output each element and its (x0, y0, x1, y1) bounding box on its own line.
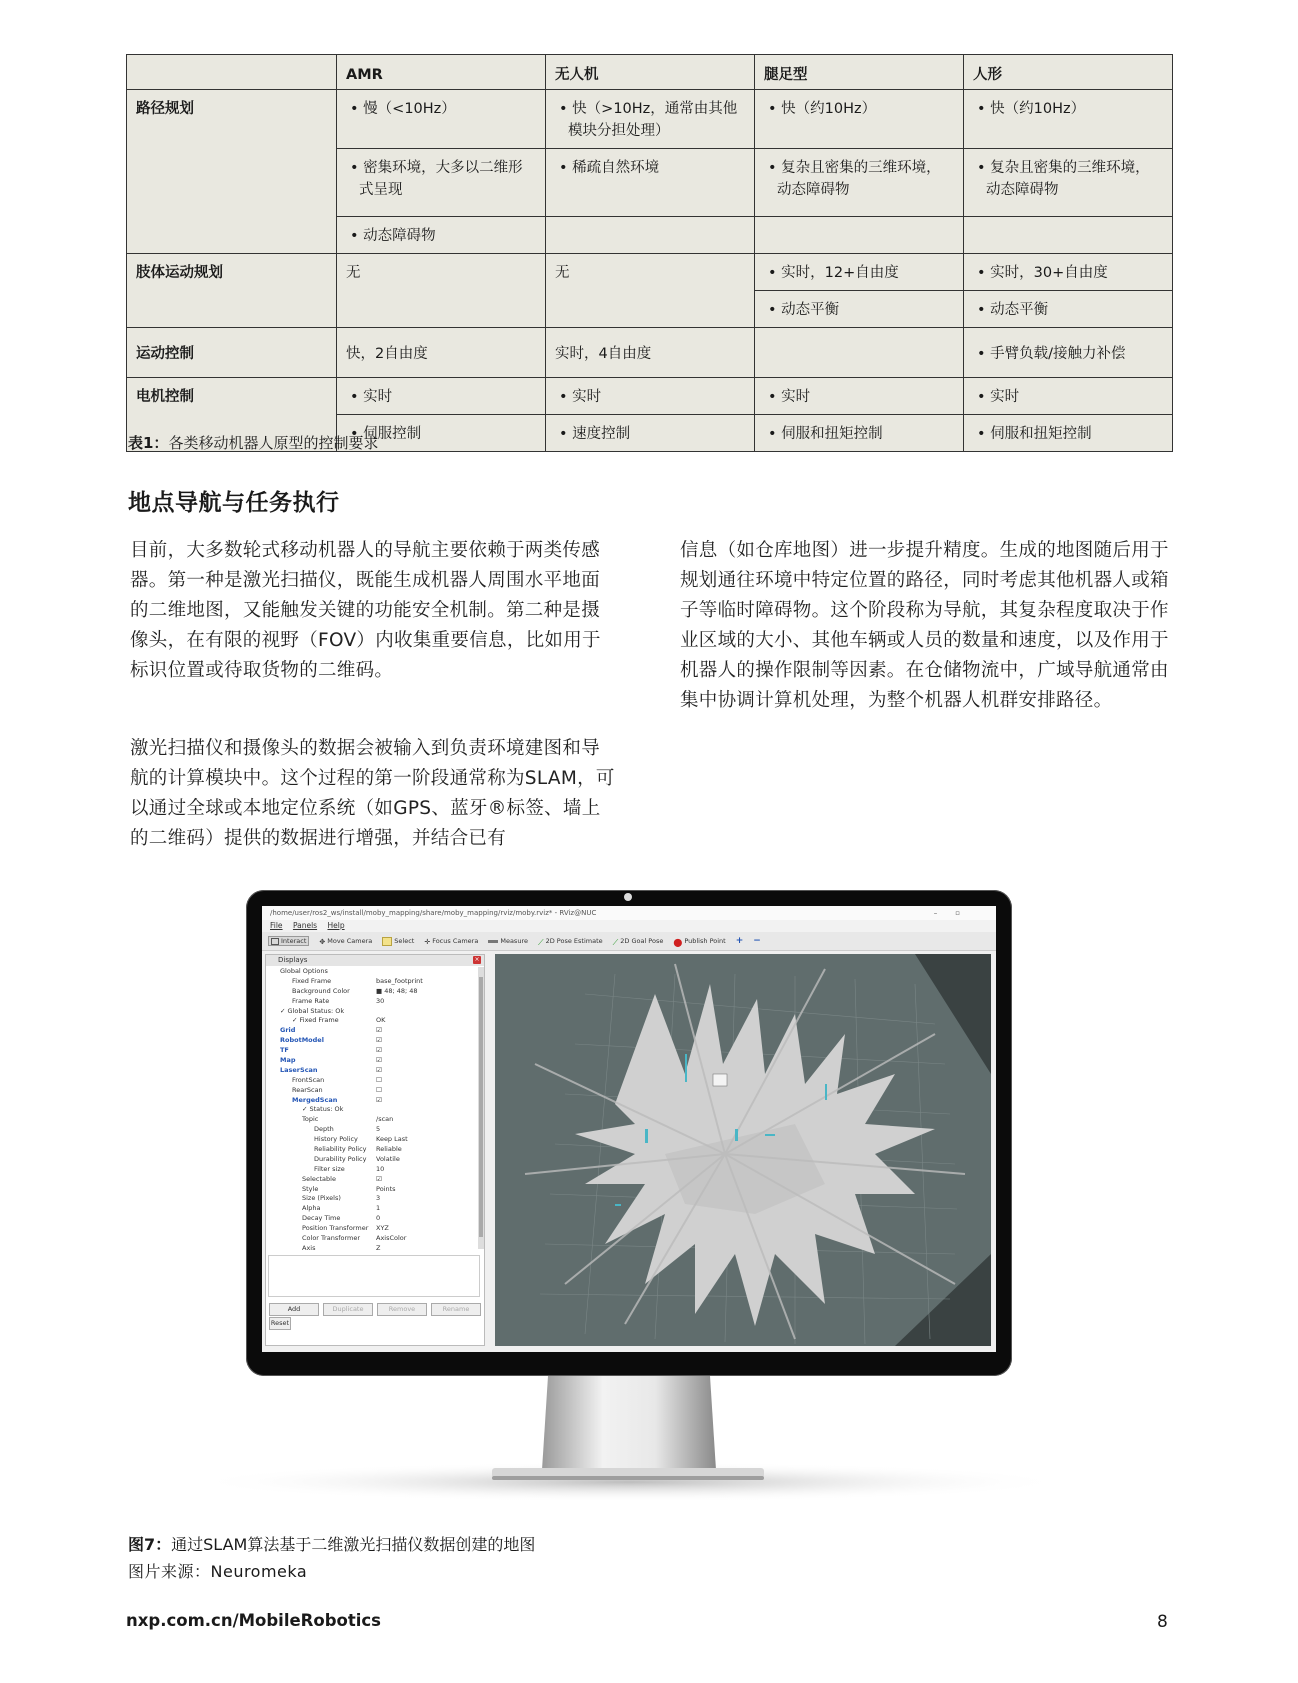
tool-interact[interactable] (268, 936, 309, 946)
header-empty (127, 55, 337, 90)
table-cell: • 复杂且密集的三维环境，动态障碍物 (964, 149, 1173, 217)
tree-row-value: 1 (376, 1204, 381, 1213)
tool-label: 2D Goal Pose (620, 937, 664, 945)
map-pin-icon: ⬤ (673, 937, 683, 947)
maximize-button[interactable]: ▫ (955, 909, 978, 917)
tree-row-value: ■ 48; 48; 48 (376, 986, 418, 995)
header-amr: AMR (337, 55, 546, 90)
tree-row-value: /scan (376, 1115, 394, 1124)
tree-row-label: Axis (302, 1243, 316, 1252)
tree-row[interactable] (266, 1125, 480, 1135)
tree-row[interactable] (266, 967, 480, 977)
webcam-icon (624, 893, 632, 901)
tool-label: Publish Point (684, 937, 726, 945)
figure-source: 图片来源：Neuromeka (128, 1562, 308, 1581)
tree-row[interactable] (266, 1155, 480, 1165)
menu-panels[interactable]: Panels (292, 921, 318, 930)
robot-marker (713, 1074, 727, 1086)
window-title: /home/user/ros2_ws/install/moby_mapping/share/moby_mapping/rviz/moby.rviz* - RViz@NUC (270, 909, 597, 917)
plus-icon: + (735, 936, 744, 946)
row-label-motor-control: 电机控制 (127, 378, 337, 452)
table-cell: • 伺服控制 (337, 415, 546, 452)
table-cell: • 动态平衡 (755, 291, 964, 328)
add-button[interactable]: Add (269, 1303, 319, 1316)
tool-label: Focus Camera (432, 937, 479, 945)
tree-row-label: ✓ Global Status: Ok (280, 1006, 345, 1015)
tree-row-value: 10 (376, 1164, 385, 1173)
tree-row-label: Selectable (302, 1174, 336, 1183)
table-row (127, 90, 1173, 149)
tree-row-value: 3 (376, 1194, 381, 1203)
tree-row-value: ☐ (376, 1075, 382, 1084)
tree-row-value: Points (376, 1184, 396, 1193)
tree-row-label: Reliability Policy (314, 1145, 367, 1154)
page-number: 8 (1157, 1612, 1168, 1632)
tree-row-label: Global Options (280, 967, 328, 975)
green-arrow-icon: ⟋ (612, 937, 619, 947)
map-viewport[interactable] (495, 954, 991, 1346)
tree-row[interactable] (266, 1016, 480, 1026)
description-box (268, 1255, 480, 1297)
tree-row[interactable] (266, 1224, 480, 1234)
menu-file[interactable]: File (270, 921, 283, 930)
tree-row-label: Color Transformer (302, 1234, 361, 1243)
figure-caption-text: 通过SLAM算法基于二维激光扫描仪数据创建的地图 (171, 1535, 536, 1554)
tree-row-value: base_footprint (376, 976, 423, 985)
footer-url[interactable]: nxp.com.cn/MobileRobotics (126, 1611, 382, 1630)
table-caption-label: 表1： (128, 434, 169, 452)
tree-row-label: Position Transformer (302, 1224, 369, 1233)
displays-header (266, 955, 484, 966)
tree-row-label: Background Color (292, 986, 350, 995)
tree-row[interactable] (266, 1105, 480, 1115)
tree-row-label: History Policy (314, 1135, 358, 1144)
tree-row-value: Reliable (376, 1145, 402, 1154)
section-title: 地点导航与任务执行 (128, 490, 340, 516)
tree-row[interactable] (266, 1036, 480, 1046)
table-cell: • 复杂且密集的三维环境，动态障碍物 (755, 149, 964, 217)
tool-label: 2D Pose Estimate (545, 937, 603, 945)
tree-row-value: OK (376, 1016, 386, 1025)
tree-row-label: Map (280, 1056, 296, 1065)
displays-scrollbar[interactable] (478, 967, 484, 1249)
tree-row-value: ☑ (376, 1036, 382, 1045)
tree-row[interactable] (266, 1234, 480, 1244)
tree-row-label: Frame Rate (292, 996, 330, 1005)
row-label-motion-control: 运动控制 (127, 328, 337, 378)
tree-row-value: XYZ (376, 1224, 389, 1233)
table-cell: • 手臂负载/接触力补偿 (964, 328, 1173, 378)
table-cell: 无 (546, 254, 755, 328)
move-icon: ✥ (319, 937, 326, 946)
displays-panel (265, 954, 485, 1346)
add-tool-button[interactable] (736, 936, 744, 946)
figure-caption (128, 1532, 535, 1555)
table-cell: • 伺服和扭矩控制 (755, 415, 964, 452)
select-icon (382, 937, 392, 946)
tree-row-label: Grid (280, 1026, 296, 1035)
duplicate-button[interactable]: Duplicate (323, 1303, 373, 1316)
tree-row-label: Decay Time (302, 1214, 341, 1223)
table-cell: • 实时，30+自由度 (964, 254, 1173, 291)
scroll-thumb[interactable] (479, 977, 483, 1237)
green-arrow-icon: ⟋ (537, 937, 544, 947)
table-caption-text: 各类移动机器人原型的控制要求 (168, 434, 379, 452)
tree-row-label: TF (280, 1046, 289, 1055)
table-cell: • 慢（<10Hz） (337, 90, 546, 149)
minus-icon: − (753, 936, 761, 946)
tree-row-label: Depth (314, 1125, 334, 1134)
tool-move-camera[interactable] (319, 937, 372, 945)
rviz-window (262, 906, 996, 1352)
tree-row-value: ☑ (376, 1174, 382, 1183)
control-requirements-table (126, 54, 1173, 452)
tree-row-label: MergedScan (292, 1095, 338, 1104)
tool-publish-point[interactable] (673, 937, 725, 945)
table-cell: • 速度控制 (546, 415, 755, 452)
map-shade (895, 1254, 991, 1346)
reset-button[interactable]: Reset (269, 1317, 291, 1330)
table-row (127, 328, 1173, 378)
paragraph-3: 信息（如仓库地图）进一步提升精度。生成的地图随后用于规划通往环境中特定位置的路径，同时考虑其他机器人或箱子等临时障碍物。这个阶段称为导航，其复杂程度取决于作业区域的大小、其他车辆或人员的数量和速度，以及作用于机器人的操作限制等因素。在仓储物流中，广域导航通常由集中协调计算机处理，为整个机器人机群安排路径。 (680, 540, 1169, 711)
table-cell (755, 217, 964, 254)
tool-2d-pose-estimate[interactable] (538, 937, 603, 945)
tree-row-label: Fixed Frame (292, 976, 332, 985)
tree-row-label: Style (302, 1184, 319, 1193)
tree-row[interactable] (266, 1026, 480, 1036)
tree-row[interactable] (266, 997, 480, 1007)
rename-button[interactable]: Rename (431, 1303, 481, 1316)
tree-row-value: ☑ (376, 1056, 382, 1065)
tree-row-label: RearScan (292, 1085, 323, 1094)
menu-help[interactable]: Help (327, 921, 345, 930)
tree-row[interactable] (266, 1204, 480, 1214)
tree-row-value: Volatile (376, 1154, 400, 1163)
tree-row-label: ✓ Fixed Frame (292, 1016, 339, 1025)
tree-row[interactable] (266, 1165, 480, 1175)
tree-row-value: ☑ (376, 1026, 382, 1035)
tool-label: Measure (500, 937, 528, 945)
paragraph-1: 目前，大多数轮式移动机器人的导航主要依赖于两类传感器。第一种是激光扫描仪，既能生成机器人周围水平地面的二维地图，又能触发关键的功能安全机制。第二种是摄像头，在有限的视野（FOV）内收集重要信息，比如用于标识位置或待取货物的二维码。 (130, 540, 601, 681)
table-cell: • 实时 (337, 378, 546, 415)
table-cell: • 快（>10Hz，通常由其他模块分担处理） (546, 90, 755, 149)
tree-row[interactable] (266, 1046, 480, 1056)
tree-row[interactable] (266, 1066, 480, 1076)
tool-label: Move Camera (327, 937, 373, 945)
tool-focus-camera[interactable] (424, 937, 478, 945)
tree-row-value: Keep Last (376, 1135, 408, 1144)
displays-tree (266, 967, 480, 1257)
paragraph-2: 激光扫描仪和摄像头的数据会被输入到负责环境建图和导航的计算模块中。这个过程的第一阶段通常称为SLAM，可以通过全球或本地定位系统（如GPS、蓝牙®标签、墙上的二维码）提供的数据进行增强，并结合已有 (130, 738, 615, 849)
table-cell (755, 328, 964, 378)
rviz-toolbar (262, 932, 996, 951)
tree-row-label: Size (Pixels) (302, 1194, 341, 1203)
menubar (262, 920, 996, 932)
table-cell: 无 (337, 254, 546, 328)
tree-row[interactable] (266, 1096, 480, 1106)
window-titlebar (262, 906, 996, 920)
table-cell: • 动态障碍物 (337, 217, 546, 254)
tree-row-value: AxisColor (376, 1234, 407, 1243)
window-controls (934, 906, 978, 920)
table-cell: • 实时 (964, 378, 1173, 415)
table-cell: • 实时，12+自由度 (755, 254, 964, 291)
tree-row[interactable] (266, 1056, 480, 1066)
slam-map (495, 954, 991, 1346)
tree-row-label: Alpha (302, 1204, 321, 1213)
tree-row[interactable] (266, 1145, 480, 1155)
tree-row[interactable] (266, 1244, 480, 1254)
table-cell: 实时，4自由度 (546, 328, 755, 378)
figure-caption-label: 图7： (128, 1535, 172, 1554)
tree-row[interactable] (266, 1185, 480, 1195)
focus-icon: ✛ (424, 937, 431, 946)
tree-row[interactable] (266, 1115, 480, 1125)
tool-2d-goal-pose[interactable] (613, 937, 664, 945)
close-icon[interactable]: × (474, 956, 480, 963)
tree-row-value: 0 (376, 1214, 381, 1223)
displays-buttons (269, 1303, 481, 1316)
tree-row-label: RobotModel (280, 1036, 324, 1045)
monitor (246, 890, 1012, 1376)
table-cell: • 快（约10Hz） (964, 90, 1173, 149)
tree-row-value: ☐ (376, 1085, 382, 1094)
tree-row[interactable] (266, 987, 480, 997)
table-cell: • 实时 (755, 378, 964, 415)
tree-row-label: LaserScan (280, 1065, 318, 1074)
minimize-button[interactable]: – (933, 909, 956, 917)
header-legged: 腿足型 (755, 55, 964, 90)
tree-row[interactable] (266, 977, 480, 987)
header-drone: 无人机 (546, 55, 755, 90)
table-cell: • 稀疏自然环境 (546, 149, 755, 217)
tree-row[interactable] (266, 1086, 480, 1096)
tree-row-label: Topic (302, 1115, 319, 1124)
tree-row[interactable] (266, 1175, 480, 1185)
table-cell: • 密集环境，大多以二维形式呈现 (337, 149, 546, 217)
tree-row-value: ☑ (376, 1095, 382, 1104)
table-cell: 快，2自由度 (337, 328, 546, 378)
tree-row[interactable] (266, 1194, 480, 1204)
header-humanoid: 人形 (964, 55, 1173, 90)
tree-row-value: Z (376, 1243, 381, 1252)
displays-title: Displays (278, 956, 308, 964)
table-cell (546, 217, 755, 254)
ruler-icon (488, 940, 498, 943)
table-cell: • 动态平衡 (964, 291, 1173, 328)
table-header-row (127, 55, 1173, 90)
tree-row-label: ✓ Status: Ok (302, 1105, 344, 1114)
table-cell: • 实时 (546, 378, 755, 415)
tree-row-label: FrontScan (292, 1075, 325, 1084)
table-row (127, 254, 1173, 291)
tree-row[interactable] (266, 1007, 480, 1017)
tree-row[interactable] (266, 1076, 480, 1086)
table-cell (964, 217, 1173, 254)
tool-measure[interactable] (488, 937, 528, 945)
tree-row-value: ☑ (376, 1065, 382, 1074)
row-label-limb-planning: 肢体运动规划 (127, 254, 337, 328)
tree-row[interactable] (266, 1135, 480, 1145)
tree-row-label: Filter size (314, 1164, 345, 1173)
tree-row[interactable] (266, 1214, 480, 1224)
table-cell: • 伺服和扭矩控制 (964, 415, 1173, 452)
occupancy-free-space (575, 984, 935, 1326)
table-caption (128, 432, 378, 453)
table-row (127, 378, 1173, 415)
table-cell: • 快（约10Hz） (755, 90, 964, 149)
tool-select[interactable] (382, 937, 414, 946)
remove-tool-button[interactable] (753, 936, 761, 946)
tree-row-value: 30 (376, 996, 385, 1005)
tool-label: Interact (281, 937, 307, 945)
row-label-path-planning: 路径规划 (127, 90, 337, 254)
cursor-icon (271, 938, 279, 945)
tree-row-value: 5 (376, 1125, 381, 1134)
tool-label: Select (394, 937, 415, 945)
tree-row-label: Durability Policy (314, 1154, 367, 1163)
tree-row-value: ☑ (376, 1046, 382, 1055)
remove-button[interactable]: Remove (377, 1303, 427, 1316)
